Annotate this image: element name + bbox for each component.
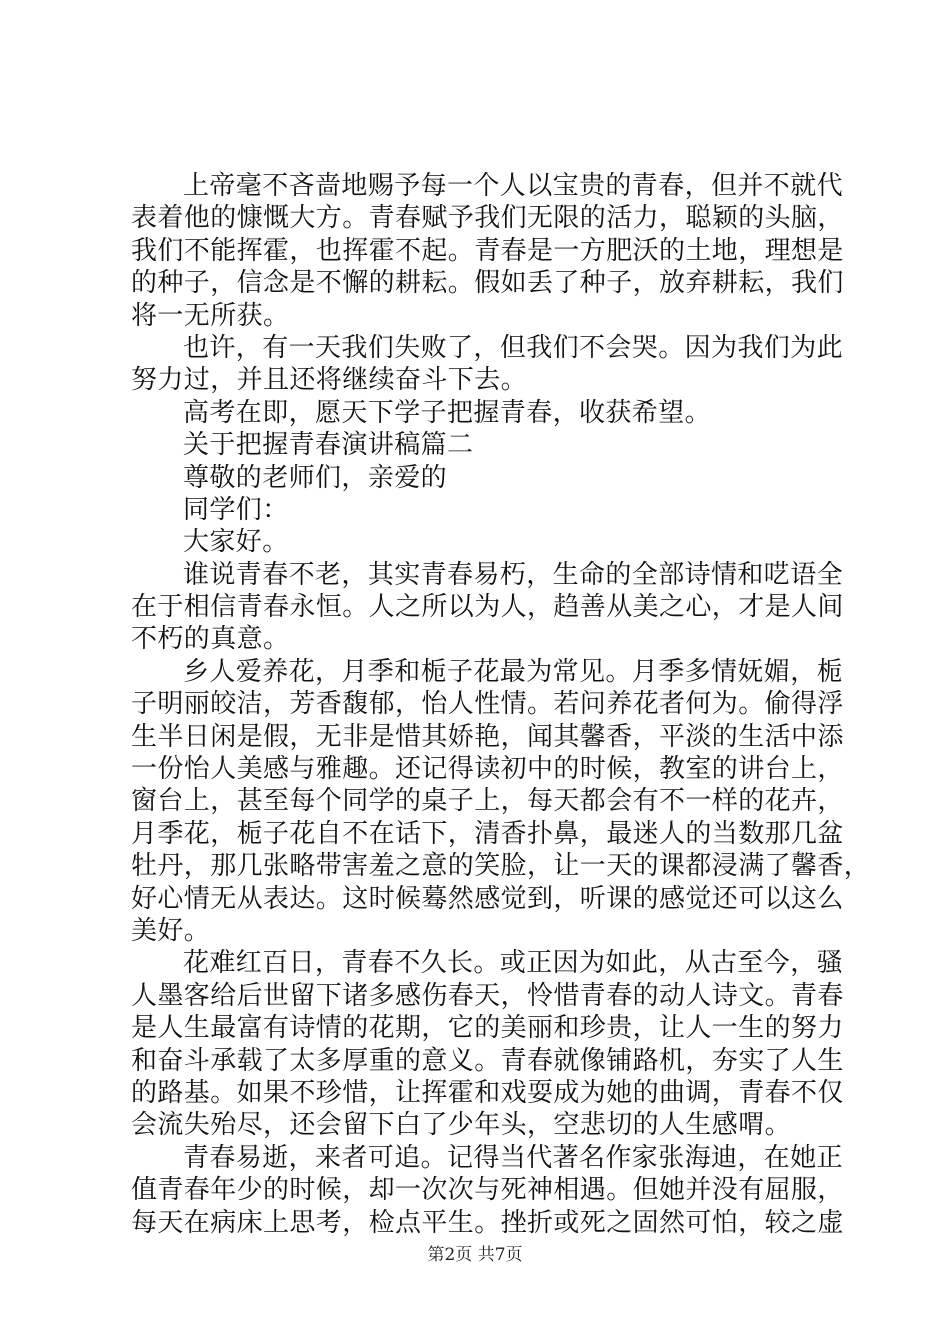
text-line: 月季花，栀子花自不在话下，清香扑鼻，最迷人的当数那几盆 xyxy=(131,818,844,849)
text-line: 高考在即，愿天下学子把握青春，收获希望。 xyxy=(183,397,712,428)
text-line: 大家好。 xyxy=(183,527,289,558)
text-line: 谁说青春不老，其实青春易朽，生命的全部诗情和呓语全 xyxy=(183,559,844,590)
text-line: 生半日闲是假，无非是惜其娇艳，闻其馨香，平淡的生活中添 xyxy=(131,721,844,752)
text-line: 花难红百日，青春不久长。或正因为如此，从古至今，骚 xyxy=(183,948,844,979)
text-line: 每天在病床上思考，检点平生。挫折或死之固然可怕，较之虚 xyxy=(131,1207,844,1238)
text-line: 的路基。如果不珍惜，让挥霍和戏耍成为她的曲调，青春不仅 xyxy=(131,1077,844,1108)
text-line: 同学们： xyxy=(183,494,289,525)
text-line: 不朽的真意。 xyxy=(131,624,290,655)
text-line: 好心情无从表达。这时候蓦然感觉到，听课的感觉还可以这么 xyxy=(131,883,844,914)
text-line: 也许，有一天我们失败了，但我们不会哭。因为我们为此 xyxy=(183,332,844,363)
text-line: 在于相信青春永恒。人之所以为人，趋善从美之心，才是人间 xyxy=(131,592,844,623)
text-line: 牡丹，那几张略带害羞之意的笑脸，让一天的课都浸满了馨香， xyxy=(131,851,871,882)
text-line: 是人生最富有诗情的花期，它的美丽和珍贵，让人一生的努力 xyxy=(131,1013,844,1044)
text-line: 青春易逝，来者可追。记得当代著名作家张海迪，在她正 xyxy=(183,1142,844,1173)
text-line: 一份怡人美感与雅趣。还记得读初中的时候，教室的讲台上， xyxy=(131,754,844,785)
page-footer: 第2页 共7页 xyxy=(427,1245,523,1265)
text-line: 关于把握青春演讲稿篇二 xyxy=(183,430,474,461)
text-line: 将一无所获。 xyxy=(131,300,290,331)
text-line: 子明丽皎洁，芳香馥郁，怡人性情。若问养花者何为。偷得浮 xyxy=(131,689,844,720)
text-line: 窗台上，甚至每个同学的桌子上，每天都会有不一样的花卉， xyxy=(131,786,844,817)
text-line: 值青春年少的时候，却一次次与死神相遇。但她并没有屈服， xyxy=(131,1175,844,1206)
text-line: 会流失殆尽，还会留下白了少年头，空悲切的人生感喟。 xyxy=(131,1110,792,1141)
text-line: 乡人爱养花，月季和栀子花最为常见。月季多情妩媚，栀 xyxy=(183,656,844,687)
text-line: 的种子，信念是不懈的耕耘。假如丢了种子，放弃耕耘，我们 xyxy=(131,268,844,299)
text-line: 我们不能挥霍，也挥霍不起。青春是一方肥沃的土地，理想是 xyxy=(131,235,844,266)
text-line: 和奋斗承载了太多厚重的意义。青春就像铺路机，夯实了人生 xyxy=(131,1045,844,1076)
document-body xyxy=(131,170,871,1239)
text-line: 努力过，并且还将继续奋斗下去。 xyxy=(131,365,528,396)
text-line: 人墨客给后世留下诸多感伤春天，怜惜青春的动人诗文。青春 xyxy=(131,980,844,1011)
text-line: 表着他的慷慨大方。青春赋予我们无限的活力，聪颖的头脑， xyxy=(131,203,844,234)
text-line: 上帝毫不吝啬地赐予每一个人以宝贵的青春，但并不就代 xyxy=(183,171,844,201)
text-line: 美好。 xyxy=(131,915,211,946)
text-line: 尊敬的老师们，亲爱的 xyxy=(183,462,448,493)
